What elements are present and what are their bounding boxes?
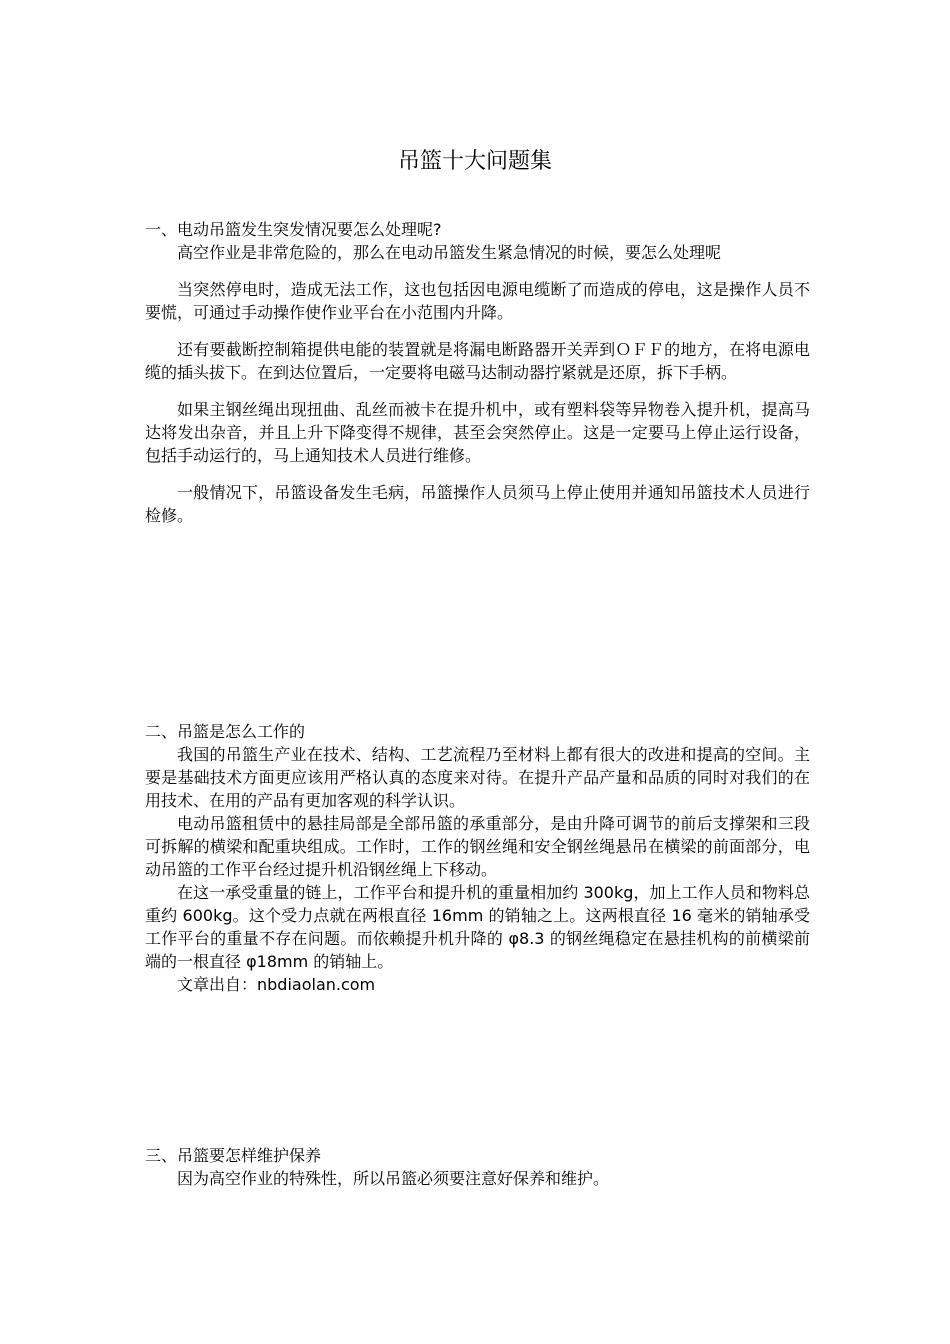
paragraph: 在这一承受重量的链上，工作平台和提升机的重量相加约 300kg，加上工作人员和物料总重约 600kg。这个受力点就在两根直径 16mm 的销轴之上。这两根直径 16 毫米的销轴承受工作平台的重量不存在问题。而依赖提升机升降的 φ8.3 的钢丝绳稳定在悬挂机构的前横梁前端的一根直径 φ18mm 的销轴上。: [145, 883, 810, 971]
paragraph: 当突然停电时，造成无法工作，这也包括因电源电缆断了而造成的停电，这是操作人员不要慌，可通过手动操作使作业平台在小范围内升降。: [145, 280, 810, 322]
document-title: 吊篮十大问题集: [397, 149, 552, 174]
paragraph: 高空作业是非常危险的，那么在电动吊篮发生紧急情况的时候，要怎么处理呢: [177, 243, 722, 262]
source-note: 文章出自：nbdiaolan.com: [177, 975, 376, 994]
section-heading: 三、吊篮要怎样维护保养: [145, 1146, 322, 1165]
paragraph: 如果主钢丝绳出现扭曲、乱丝而被卡在提升机中，或有塑料袋等异物卷入提升机，提高马达将发出杂音，并且上升下降变得不规律，甚至会突然停止。这是一定要马上停止运行设备，包括手动运行的，马上通知技术人员进行维修。: [145, 400, 810, 465]
section-heading: 一、电动吊篮发生突发情况要怎么处理呢?: [145, 220, 442, 239]
paragraph: 一般情况下，吊篮设备发生毛病，吊篮操作人员须马上停止使用并通知吊篮技术人员进行检修。: [145, 483, 810, 525]
paragraph: 还有要截断控制箱提供电能的装置就是将漏电断路器开关弄到ＯＦＦ的地方，在将电源电缆的插头拔下。在到达位置后，一定要将电磁马达制动器拧紧就是还原，拆下手柄。: [145, 340, 810, 382]
section-emergency-handling: [145, 218, 810, 527]
section-maintenance: [145, 1144, 810, 1190]
section-heading: 二、吊篮是怎么工作的: [145, 722, 306, 741]
section-how-it-works: [145, 720, 810, 996]
paragraph: 电动吊篮租赁中的悬挂局部是全部吊篮的承重部分，是由升降可调节的前后支撑架和三段可拆解的横梁和配重块组成。工作时，工作的钢丝绳和安全钢丝绳悬吊在横梁的前面部分，电动吊篮的工作平台经过提升机沿钢丝绳上下移动。: [145, 814, 810, 879]
paragraph: 我国的吊篮生产业在技术、结构、工艺流程乃至材料上都有很大的改进和提高的空间。主要是基础技术方面更应该用严格认真的态度来对待。在提升产品产量和品质的同时对我们的在用技术、在用的产品有更加客观的科学认识。: [145, 745, 810, 810]
paragraph: 因为高空作业的特殊性，所以吊篮必须要注意好保养和维护。: [177, 1169, 610, 1188]
